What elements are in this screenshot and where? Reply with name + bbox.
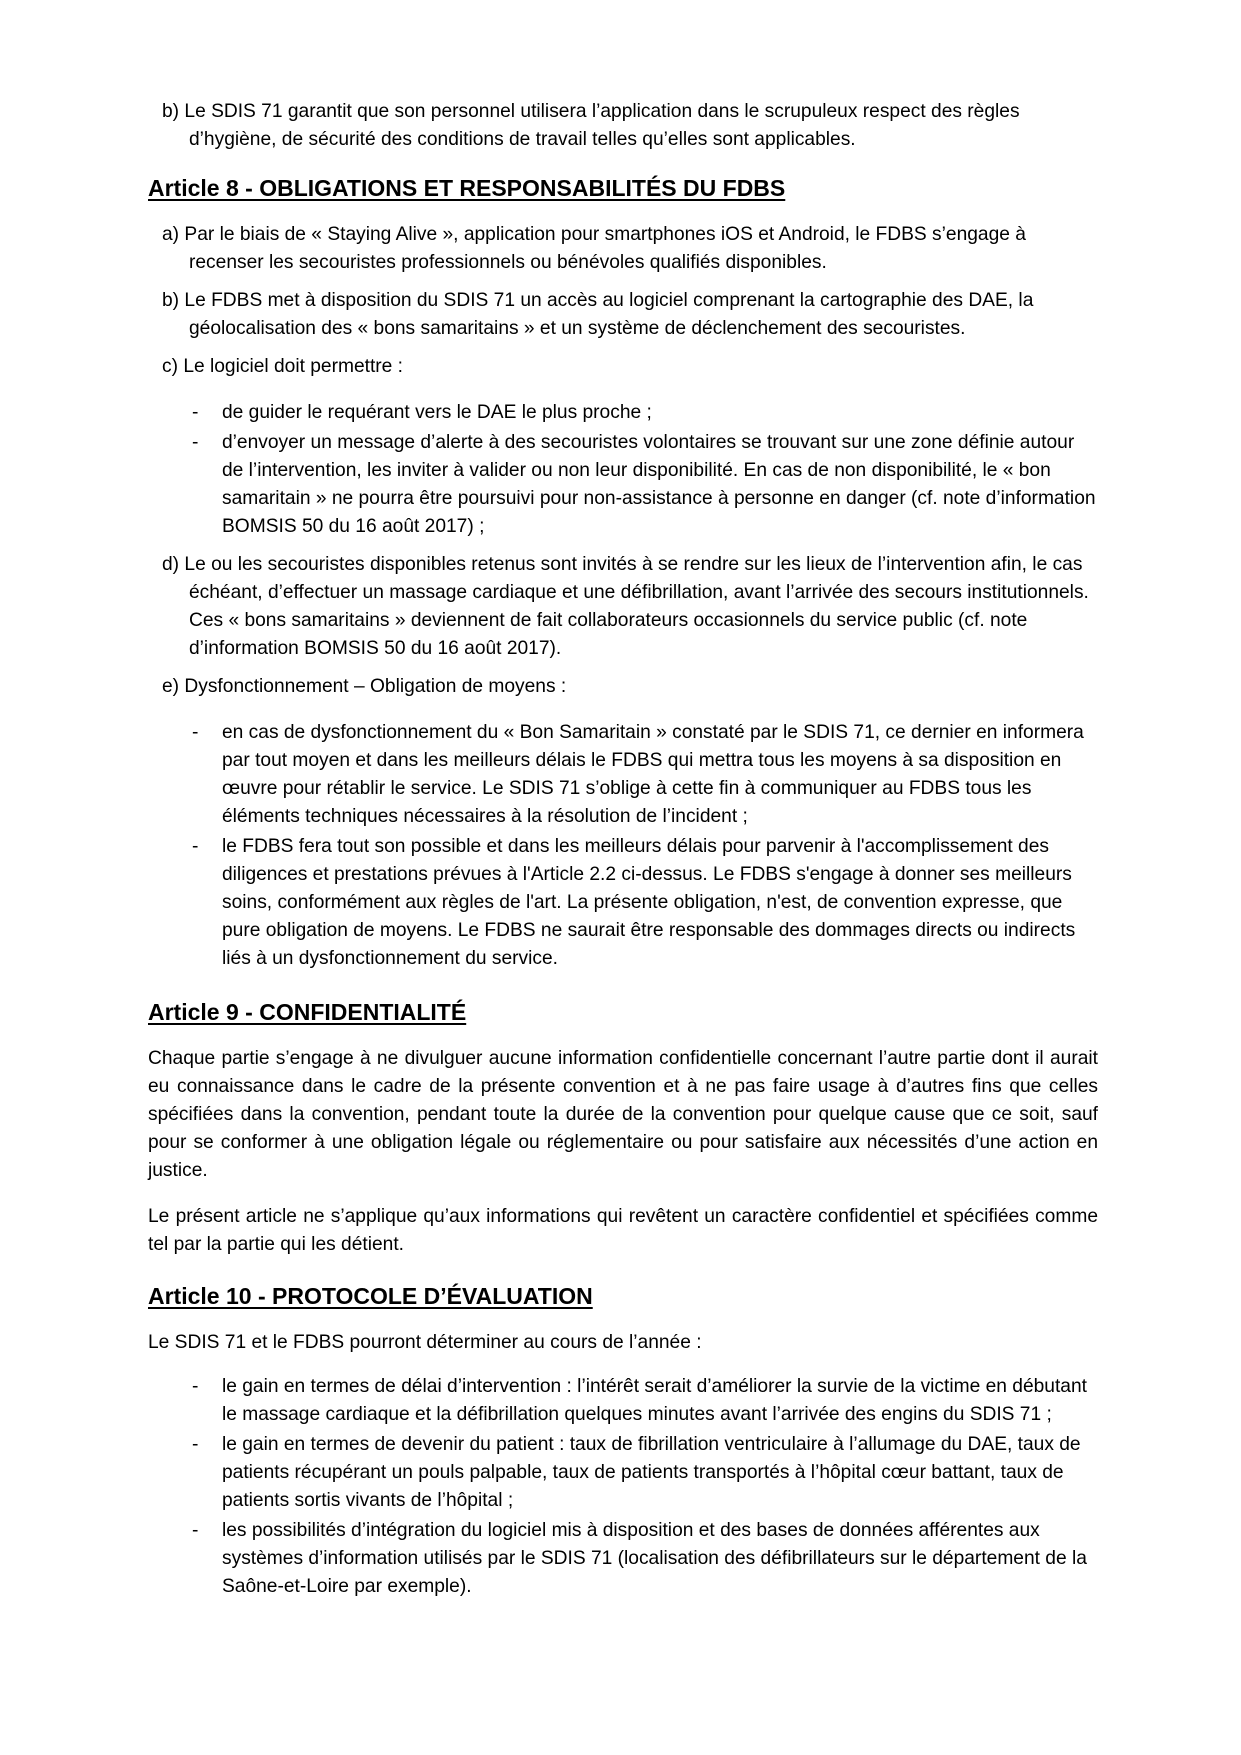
article-8-item-e-list (148, 719, 1098, 973)
list-item (148, 399, 1098, 427)
article-10-heading: Article 10 - PROTOCOLE D’ÉVALUATION (148, 1283, 593, 1309)
list-item-text: le FDBS fera tout son possible et dans les meilleurs délais pour parvenir à l'accomplissement des diligences et prestations prévues à l'Article 2.2 ci-dessus. Le FDBS s'engage à donner ses meilleurs soins, conformément aux règles de l'art. La présente obligation, n'est, de convention expresse, que pure obligation de moyens. Le FDBS ne saurait être responsable des dommages directs ou indirects liés à un dysfonctionnement du service. (222, 836, 1076, 969)
article-9-heading: Article 9 - CONFIDENTIALITÉ (148, 999, 467, 1025)
list-item-text: le gain en termes de délai d’intervention : l’intérêt serait d’améliorer la survie de la victime en débutant le massage cardiaque et la défibrillation quelques minutes avant l’arrivée des engins du SDIS 71 ; (222, 1376, 1087, 1425)
list-item (148, 833, 1098, 973)
list-item-text: les possibilités d’intégration du logiciel mis à disposition et des bases de données afférentes aux systèmes d’information utilisés par le SDIS 71 (localisation des défibrillateurs sur le département de la Saône-et-Loire par exemple). (222, 1520, 1087, 1597)
list-item-text: le gain en termes de devenir du patient : taux de fibrillation ventriculaire à l’allumage du DAE, taux de patients récupérant un pouls palpable, taux de patients transportés à l’hôpital cœur battant, taux de patients sortis vivants de l’hôpital ; (222, 1434, 1081, 1511)
list-item (148, 719, 1098, 831)
article-8-item-e: e) Dysfonctionnement – Obligation de moyens : (162, 676, 567, 697)
list-item-text: en cas de dysfonctionnement du « Bon Samaritain » constaté par le SDIS 71, ce dernier en informera par tout moyen et dans les meilleurs délais le FDBS qui mettra tous les moyens à sa disposition en œuvre pour rétablir le service. Le SDIS 71 s’oblige à cette fin à communiquer au FDBS tous les éléments techniques nécessaires à la résolution de l’incident ; (222, 722, 1084, 827)
bullet-dash: - (192, 1520, 199, 1541)
list-item (148, 429, 1098, 541)
article-8-item-c-list (148, 399, 1098, 541)
document-body (148, 98, 1098, 1601)
list-item (148, 1431, 1098, 1515)
article-8-item-d: d) Le ou les secouristes disponibles retenus sont invités à se rendre sur les lieux de l’intervention afin, le cas échéant, d’effectuer un massage cardiaque et une défibrillation, avant l’arrivée des secours institutionnels. Ces « bons samaritains » deviennent de fait collaborateurs occasionnels du service public (cf. note d’information BOMSIS 50 du 16 août 2017). (162, 554, 1089, 659)
article-8-item-b: b) Le FDBS met à disposition du SDIS 71 un accès au logiciel comprenant la cartographie des DAE, la géolocalisation des « bons samaritains » et un système de déclenchement des secouristes. (162, 290, 1034, 339)
article-8-item-a: a) Par le biais de « Staying Alive », application pour smartphones iOS et Android, le FDBS s’engage à recenser les secouristes professionnels ou bénévoles qualifiés disponibles. (162, 224, 1026, 273)
article-8-item-c: c) Le logiciel doit permettre : (162, 356, 404, 377)
list-item (148, 1517, 1098, 1601)
article-8-heading: Article 8 - OBLIGATIONS ET RESPONSABILITÉS DU FDBS (148, 175, 786, 201)
article-9-paragraph-2: Le présent article ne s’applique qu’aux informations qui revêtent un caractère confidentiel et spécifiées comme tel par la partie qui les détient. (148, 1206, 1098, 1255)
list-item-text: de guider le requérant vers le DAE le plus proche ; (222, 402, 652, 423)
article-10-intro: Le SDIS 71 et le FDBS pourront déterminer au cours de l’année : (148, 1332, 702, 1353)
bullet-dash: - (192, 402, 199, 423)
bullet-dash: - (192, 722, 199, 743)
article-10-list (148, 1373, 1098, 1601)
bullet-dash: - (192, 1434, 199, 1455)
list-item-b-intro: b) Le SDIS 71 garantit que son personnel utilisera l’application dans le scrupuleux respect des règles d’hygiène, de sécurité des conditions de travail telles qu’elles sont applicables. (162, 101, 1020, 150)
list-item (148, 1373, 1098, 1429)
bullet-dash: - (192, 836, 199, 857)
bullet-dash: - (192, 432, 199, 453)
bullet-dash: - (192, 1376, 199, 1397)
article-9-paragraph-1: Chaque partie s’engage à ne divulguer aucune information confidentielle concernant l’autre partie dont il aurait eu connaissance dans le cadre de la présente convention et à ne pas faire usage à d’autres fins que celles spécifiées dans la convention, pendant toute la durée de la convention pour quelque cause que ce soit, sauf pour se conformer à une obligation légale ou réglementaire ou pour satisfaire aux nécessités d’une action en justice. (148, 1048, 1098, 1181)
list-item-text: d’envoyer un message d’alerte à des secouristes volontaires se trouvant sur une zone définie autour de l’intervention, les inviter à valider ou non leur disponibilité. En cas de non disponibilité, le « bon samaritain » ne pourra être poursuivi pour non-assistance à personne en danger (cf. note d’information BOMSIS 50 du 16 août 2017) ; (222, 432, 1096, 537)
